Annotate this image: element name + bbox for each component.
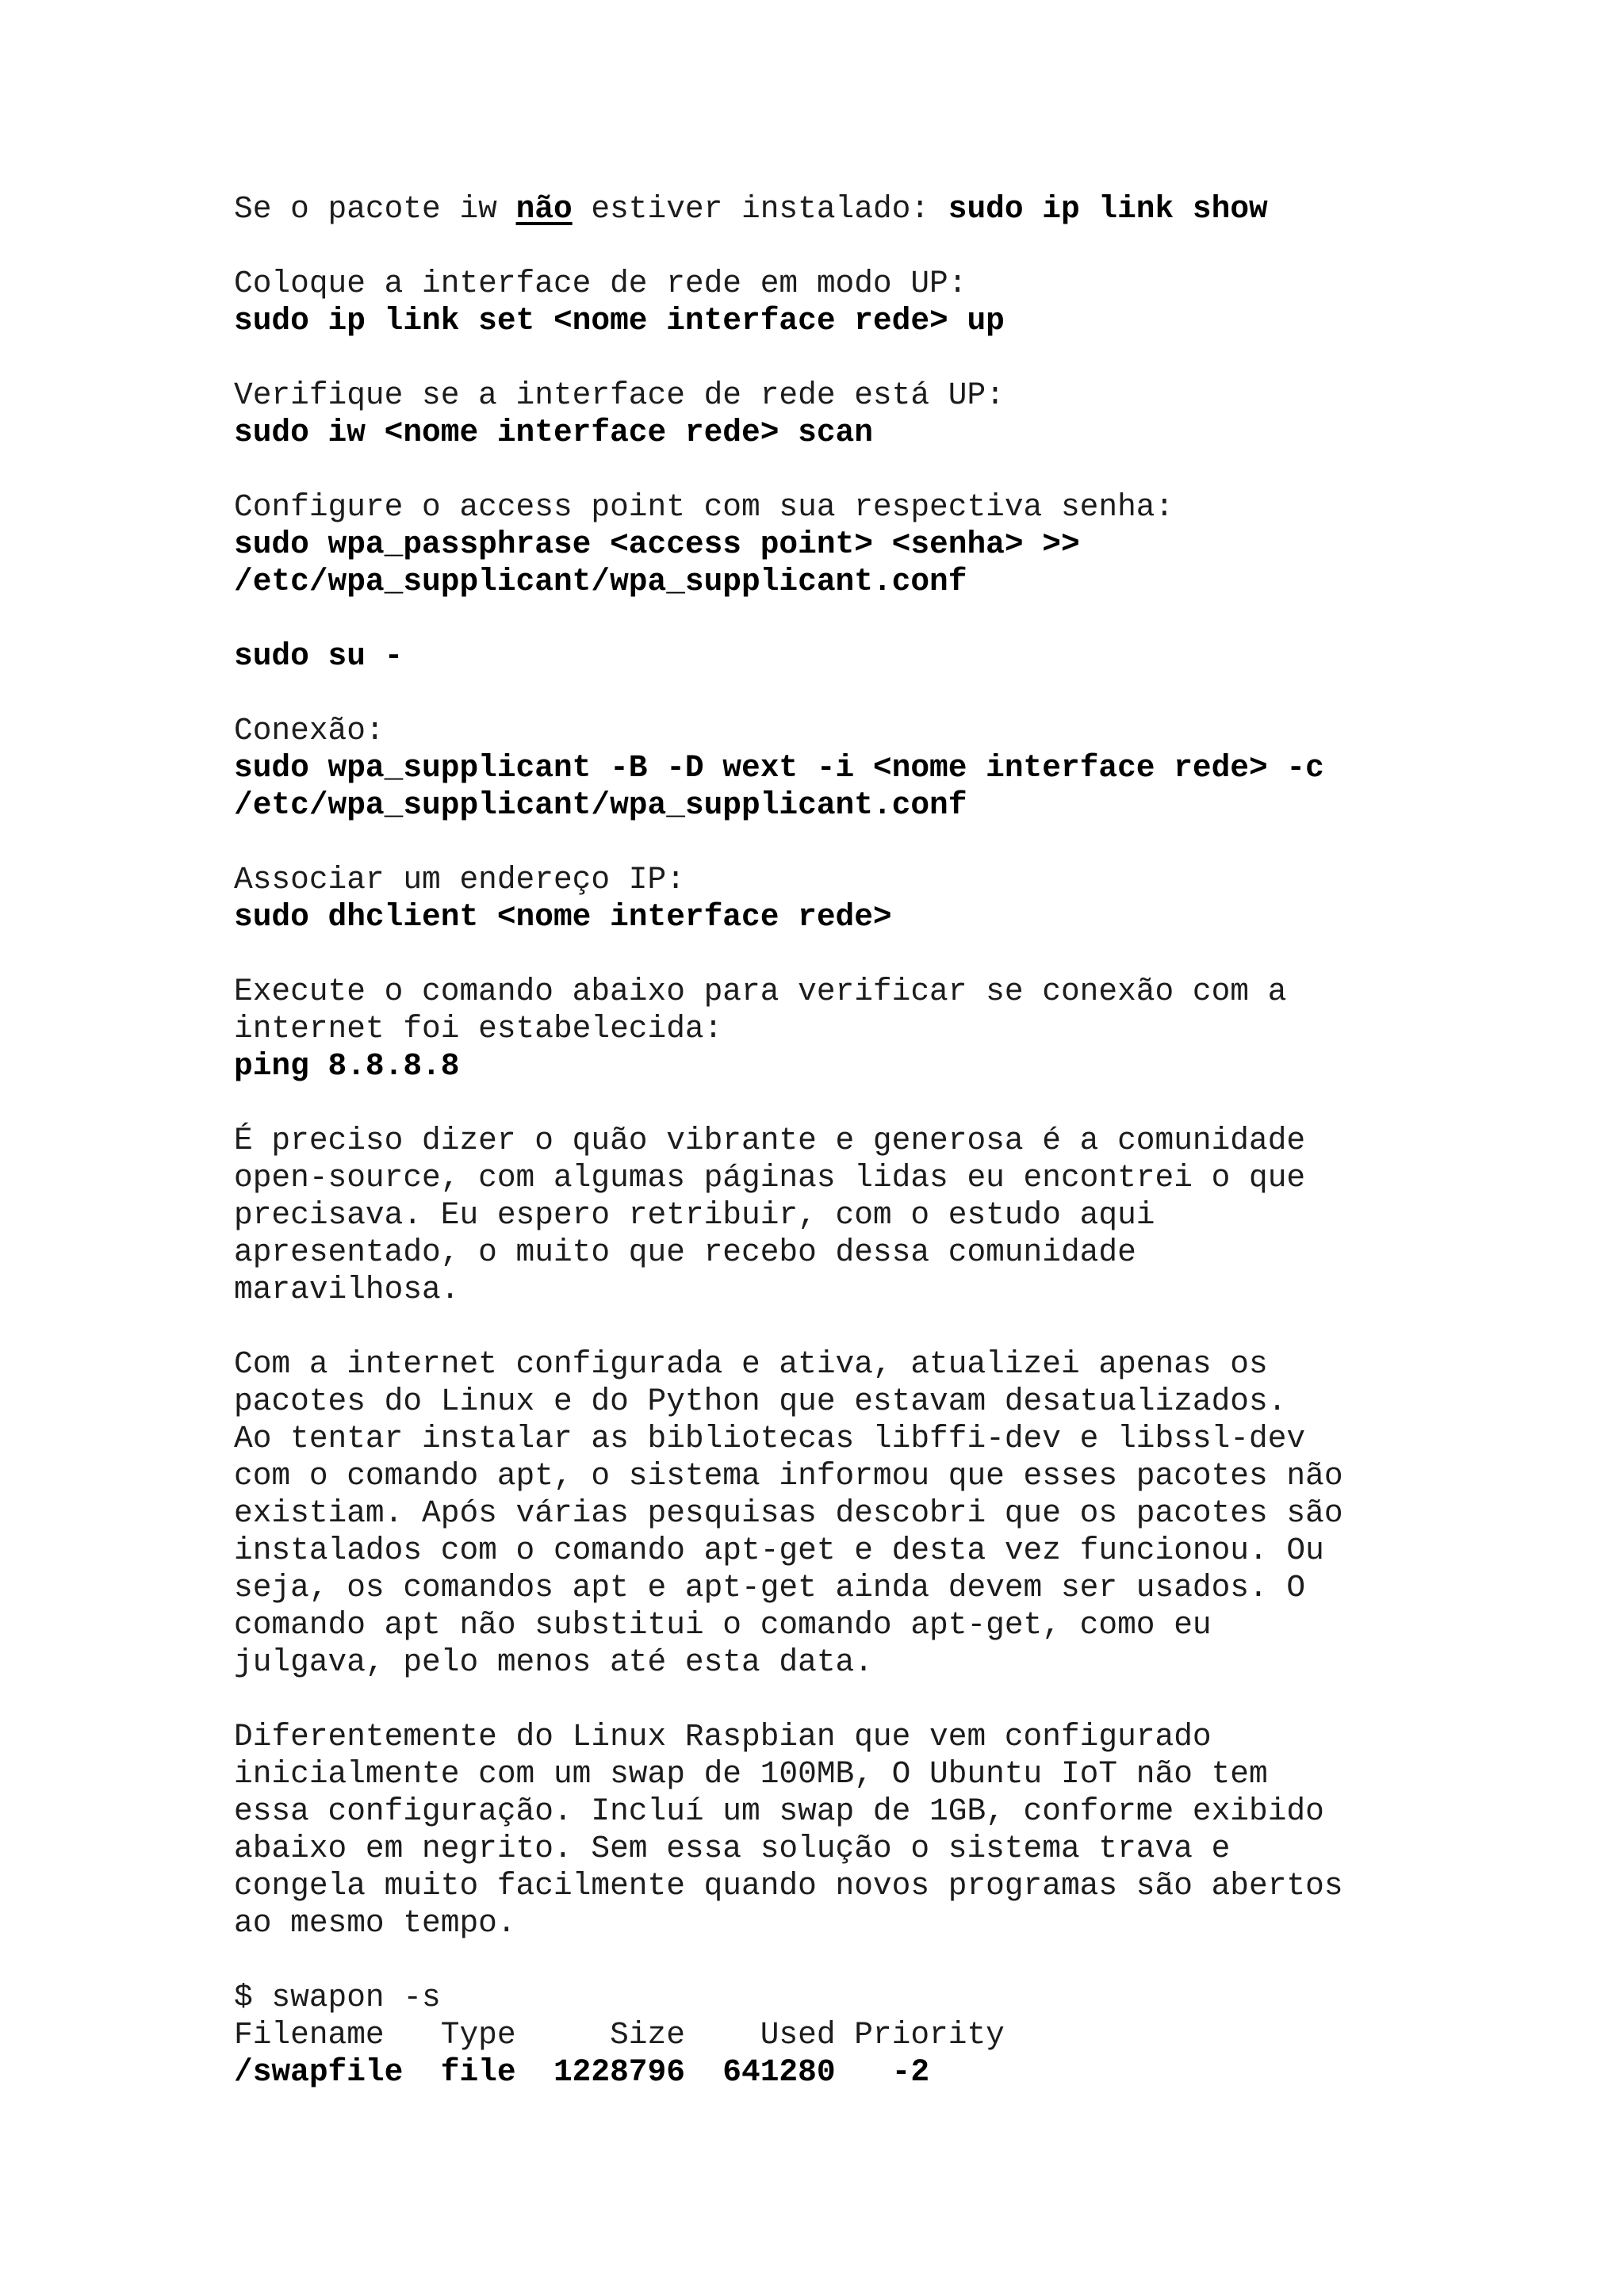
paragraph-line: É preciso dizer o quão vibrante e generosa é a comunidade: [234, 1123, 1306, 1158]
paragraph-line: pacotes do Linux e do Python que estavam desatualizados.: [234, 1383, 1287, 1419]
paragraph-line: Diferentemente do Linux Raspbian que vem configurado: [234, 1719, 1212, 1755]
paragraph-line: existiam. Após várias pesquisas descobri que os pacotes são: [234, 1495, 1343, 1531]
swap-output: [234, 1979, 1582, 2091]
intro-text-mid: estiver instalado:: [572, 191, 948, 227]
paragraph-apt: [234, 1345, 1582, 1681]
paragraph-line: essa configuração. Incluí um swap de 1GB, conforme exibido: [234, 1793, 1324, 1829]
paragraph-swap: [234, 1718, 1582, 1942]
ip-label: Associar um endereço IP:: [234, 862, 685, 897]
spacer: [234, 451, 1582, 488]
spacer: [234, 1308, 1582, 1345]
verify-label: Verifique se a interface de rede está UP:: [234, 377, 1005, 413]
document-body: [234, 190, 1582, 2091]
swap-command: $ swapon -s: [234, 1980, 441, 2015]
spacer: [234, 600, 1582, 637]
spacer: [234, 339, 1582, 377]
conn-command-line-1: sudo wpa_supplicant -B -D wext -i <nome interface rede> -c: [234, 750, 1324, 786]
intro-line: [234, 190, 1582, 228]
ap-command-line-2: /etc/wpa_supplicant/wpa_supplicant.conf: [234, 564, 967, 599]
spacer: [234, 675, 1582, 712]
paragraph-line: instalados com o comando apt-get e desta vez funcionou. Ou: [234, 1533, 1324, 1568]
paragraph-line: abaixo em negrito. Sem essa solução o sistema trava e: [234, 1831, 1231, 1866]
paragraph-line: julgava, pelo menos até esta data.: [234, 1644, 873, 1680]
spacer: [234, 1681, 1582, 1718]
paragraph-line: com o comando apt, o sistema informou que esses pacotes não: [234, 1458, 1343, 1494]
paragraph-line: apresentado, o muito que recebo dessa comunidade: [234, 1234, 1136, 1270]
conn-label: Conexão:: [234, 713, 385, 748]
intro-command: sudo ip link show: [948, 191, 1268, 227]
paragraph-line: congela muito facilmente quando novos programas são abertos: [234, 1868, 1343, 1904]
ping-label-line-1: Execute o comando abaixo para verificar se conexão com a: [234, 974, 1287, 1009]
ping-command: ping 8.8.8.8: [234, 1048, 460, 1084]
spacer: [234, 1942, 1582, 1979]
paragraph-line: open-source, com algumas páginas lidas eu encontrei o que: [234, 1160, 1306, 1196]
conn-command-line-2: /etc/wpa_supplicant/wpa_supplicant.conf: [234, 787, 967, 823]
paragraph-line: ao mesmo tempo.: [234, 1905, 516, 1941]
verify-command: sudo iw <nome interface rede> scan: [234, 415, 873, 450]
up-label: Coloque a interface de rede em modo UP:: [234, 266, 967, 301]
paragraph-line: seja, os comandos apt e apt-get ainda devem ser usados. O: [234, 1570, 1306, 1605]
ping-label-line-2: internet foi estabelecida:: [234, 1011, 723, 1047]
ap-label: Configure o access point com sua respectiva senha:: [234, 489, 1174, 525]
ap-command-line-1: sudo wpa_passphrase <access point> <senha> >>: [234, 526, 1080, 562]
su-command: sudo su -: [234, 638, 404, 674]
spacer: [234, 1085, 1582, 1122]
swap-table-row: /swapfile file 1228796 641280 -2: [234, 2054, 930, 2090]
paragraph-line: Com a internet configurada e ativa, atualizei apenas os: [234, 1346, 1268, 1382]
paragraph-line: comando apt não substitui o comando apt-get, como eu: [234, 1607, 1212, 1643]
paragraph-line: maravilhosa.: [234, 1272, 460, 1307]
spacer: [234, 824, 1582, 861]
swap-table-header: Filename Type Size Used Priority: [234, 2017, 1005, 2053]
intro-emphasis: não: [515, 191, 573, 227]
spacer: [234, 936, 1582, 973]
paragraph-line: precisava. Eu espero retribuir, com o estudo aqui: [234, 1197, 1155, 1233]
spacer: [234, 228, 1582, 265]
paragraph-line: inicialmente com um swap de 100MB, O Ubuntu IoT não tem: [234, 1756, 1268, 1792]
paragraph-line: Ao tentar instalar as bibliotecas libffi-dev e libssl-dev: [234, 1421, 1306, 1456]
paragraph-community: [234, 1122, 1582, 1308]
intro-text-pre: Se o pacote iw: [234, 191, 516, 227]
up-command: sudo ip link set <nome interface rede> up: [234, 303, 1005, 339]
ip-command: sudo dhclient <nome interface rede>: [234, 899, 892, 935]
